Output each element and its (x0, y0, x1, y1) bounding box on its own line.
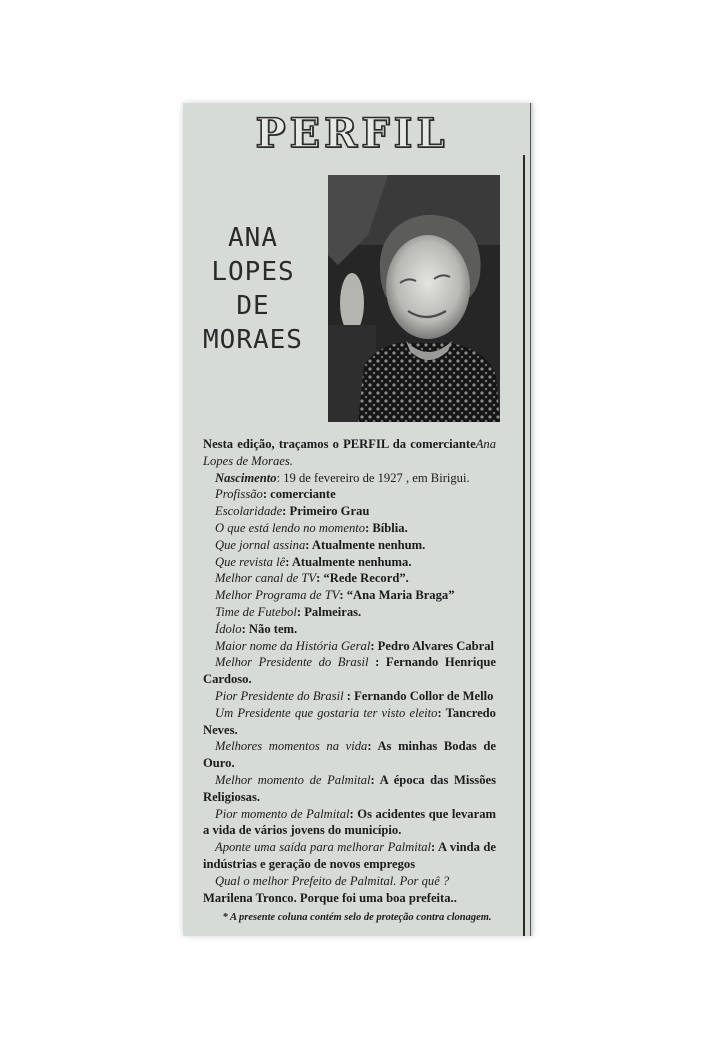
profile-field: O que está lendo no momento: Bíblia. (215, 520, 408, 535)
intro-text: Nesta edição, traçamos o PERFIL da comerciante (203, 437, 476, 451)
portrait-photo-graphic (328, 175, 500, 422)
last-question: Qual o melhor Prefeito de Palmital. Por quê ? (215, 873, 450, 888)
profile-field: Escolaridade: Primeiro Grau (215, 504, 370, 519)
intro-name: Ana Lopes de Moraes. (203, 437, 496, 468)
name-line: DE (236, 291, 270, 321)
profile-field: Pior Presidente do Brasil : Fernando Collor de Mello (215, 688, 494, 703)
profile-body (203, 436, 496, 906)
name-line: LOPES (211, 257, 295, 287)
profile-field: Ídolo: Não tem. (215, 621, 298, 636)
name-line: MORAES (203, 325, 303, 355)
profile-field: Que jornal assina: Atualmente nenhum. (215, 537, 426, 552)
profile-field: Que revista lê: Atualmente nenhuma. (215, 554, 412, 569)
section-title: PERFIL (255, 110, 449, 157)
column-rule (523, 155, 525, 936)
profile-field: Melhores momentos na vida: As minhas Bodas de Ouro. (203, 739, 497, 771)
profile-field: Pior momento de Palmital: Os acidentes que levaram a vida de vários jovens do município. (203, 806, 496, 838)
profile-field: Melhor momento de Palmital: A época das Missões Religiosas. (203, 772, 496, 804)
profile-field: Melhor canal de TV: “Rede Record”. (215, 571, 409, 586)
newspaper-clipping (183, 103, 533, 936)
profile-field: Aponte uma saída para melhorar Palmital: A vinda de indústrias e geração de novos empregos (203, 840, 496, 871)
profile-field: Melhor Programa de TV: “Ana Maria Braga” (215, 588, 455, 603)
name-line: ANA (228, 223, 278, 253)
profile-field: Profissão: comerciante (215, 487, 336, 502)
column-rule-outer (530, 103, 531, 936)
footnote: * A presente coluna contém selo de proteção contra clonagem. (222, 912, 492, 923)
profile-field: Melhor Presidente do Brasil : Fernando Henrique Cardoso. (203, 655, 496, 687)
last-answer: Marilena Tronco. Porque foi uma boa prefeita.. (203, 890, 457, 905)
profile-field: Time de Futebol: Palmeiras. (215, 604, 362, 619)
intro-paragraph (203, 436, 496, 470)
profile-field: Um Presidente que gostaria ter visto eleito: Tancredo Neves. (203, 705, 496, 737)
subject-name (189, 221, 317, 357)
profile-field: Nascimento: 19 de fevereiro de 1927 , em Birigui. (215, 470, 470, 485)
profile-field: Maior nome da História Geral: Pedro Alvares Cabral (215, 638, 495, 653)
portrait-photo (328, 175, 500, 422)
